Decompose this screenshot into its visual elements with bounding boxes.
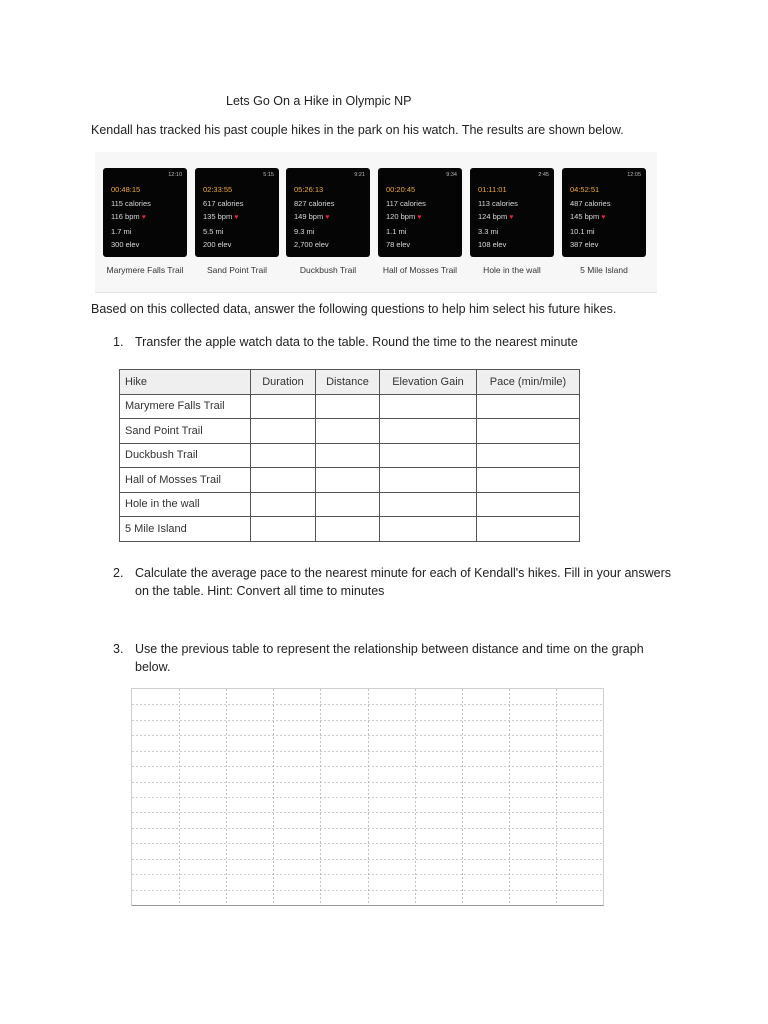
watch-distance: 9.3 mi — [294, 226, 315, 236]
header-pace: Pace (min/mile) — [477, 370, 580, 395]
heart-icon: ♥ — [325, 214, 330, 221]
pace-cell[interactable] — [477, 443, 580, 468]
watch-distance: 1.1 mi — [386, 226, 407, 236]
watch-stats — [386, 183, 426, 252]
watch-bpm-row — [570, 210, 610, 225]
watch-card — [470, 168, 554, 257]
elevation-cell[interactable] — [380, 443, 477, 468]
instructions-text: Based on this collected data, answer the following questions to help him select his future hikes. — [91, 302, 617, 316]
watch-card — [103, 168, 187, 257]
watch-elevation: 108 elev — [478, 240, 507, 249]
watch-bpm-row — [294, 210, 334, 225]
header-elevation: Elevation Gain — [380, 370, 477, 395]
watch-stats — [570, 183, 610, 252]
pace-cell[interactable] — [477, 492, 580, 517]
watch-duration: 04:52:51 — [570, 185, 600, 194]
pace-cell[interactable] — [477, 419, 580, 444]
watch-stats — [203, 183, 243, 252]
table-row — [120, 468, 580, 493]
heart-icon: ♥ — [601, 214, 606, 221]
watch-distance: 10.1 mi — [570, 226, 595, 236]
watch-calories: 117 calories — [386, 198, 426, 208]
watch-duration: 00:20:45 — [386, 185, 416, 194]
grid-lines — [132, 689, 603, 905]
watch-calories: 827 calories — [294, 198, 335, 208]
watch-bpm: 149 bpm — [294, 212, 324, 221]
distance-cell[interactable] — [316, 443, 380, 468]
distance-cell[interactable] — [316, 517, 380, 542]
watch-stats — [478, 183, 518, 252]
watch-card — [378, 168, 462, 257]
elevation-cell[interactable] — [380, 492, 477, 517]
watch-bpm-row — [386, 210, 426, 225]
question-number: 2. — [113, 566, 124, 580]
hike-name: 5 Mile Island — [120, 517, 251, 542]
watch-calories: 115 calories — [111, 198, 151, 208]
watch-duration: 02:33:55 — [203, 185, 233, 194]
watch-elevation: 2,700 elev — [294, 240, 329, 249]
table-row — [120, 394, 580, 419]
watch-bpm: 120 bpm — [386, 212, 416, 221]
watch-stats — [111, 183, 151, 252]
heart-icon: ♥ — [417, 214, 422, 221]
watch-elevation: 200 elev — [203, 240, 232, 249]
watch-distance: 5.5 mi — [203, 226, 224, 236]
watch-calories: 487 calories — [570, 198, 611, 208]
watch-card — [562, 168, 646, 257]
intro-text: Kendall has tracked his past couple hikes in the park on his watch. The results are shown below. — [91, 123, 624, 137]
distance-cell[interactable] — [316, 419, 380, 444]
watch-calories: 617 calories — [203, 198, 244, 208]
graph-grid — [131, 688, 604, 906]
duration-cell[interactable] — [251, 443, 316, 468]
pace-cell[interactable] — [477, 468, 580, 493]
watch-distance: 1.7 mi — [111, 226, 132, 236]
hike-name: Hole in the wall — [120, 492, 251, 517]
watch-bpm: 145 bpm — [570, 212, 600, 221]
watch-card — [286, 168, 370, 257]
elevation-cell[interactable] — [380, 468, 477, 493]
watch-bpm: 116 bpm — [111, 212, 140, 221]
watch-bpm-row — [111, 210, 151, 225]
distance-cell[interactable] — [316, 394, 380, 419]
hike-name: Hall of Mosses Trail — [120, 468, 251, 493]
header-duration: Duration — [251, 370, 316, 395]
watch-elevation: 387 elev — [570, 240, 599, 249]
watch-card — [195, 168, 279, 257]
hike-name: Marymere Falls Trail — [120, 394, 251, 419]
watch-bpm: 135 bpm — [203, 212, 233, 221]
pace-cell[interactable] — [477, 517, 580, 542]
watch-elevation: 78 elev — [386, 240, 411, 249]
heart-icon: ♥ — [234, 214, 239, 221]
watch-elevation: 300 elev — [111, 240, 140, 249]
duration-cell[interactable] — [251, 468, 316, 493]
watch-clock: 12:10 — [168, 172, 182, 178]
watch-distance: 3.3 mi — [478, 226, 499, 236]
question-number: 1. — [113, 335, 124, 349]
watch-clock: 12:05 — [627, 172, 641, 178]
trail-label: Duckbush Trail — [299, 265, 357, 275]
watch-duration: 05:26:13 — [294, 185, 324, 194]
trail-label: 5 Mile Island — [580, 265, 628, 275]
pace-cell[interactable] — [477, 394, 580, 419]
watch-stats — [294, 183, 334, 252]
elevation-cell[interactable] — [380, 517, 477, 542]
page-title: Lets Go On a Hike in Olympic NP — [226, 94, 412, 108]
table-header-row — [120, 370, 580, 395]
watch-results-image — [95, 152, 657, 293]
question-text: Use the previous table to represent the relationship between distance and time on the graph below. — [135, 642, 644, 674]
table-row — [120, 443, 580, 468]
question-text: Transfer the apple watch data to the table. Round the time to the nearest minute — [135, 335, 578, 349]
trail-label: Hole in the wall — [483, 265, 541, 275]
hike-name: Sand Point Trail — [120, 419, 251, 444]
watch-clock: 5:15 — [263, 172, 274, 178]
watch-duration: 01:11:01 — [478, 185, 507, 194]
question-text: Calculate the average pace to the nearest minute for each of Kendall's hikes. Fill in your answers on the table. Hint: Convert all time to minutes — [135, 566, 672, 598]
hike-data-table — [119, 369, 580, 542]
watch-calories: 113 calories — [478, 198, 518, 208]
heart-icon: ♥ — [509, 214, 514, 221]
heart-icon: ♥ — [141, 214, 146, 221]
question-number: 3. — [113, 642, 124, 656]
watch-bpm-row — [478, 210, 518, 225]
duration-cell[interactable] — [251, 394, 316, 419]
watch-clock: 9:34 — [446, 172, 457, 178]
table-row — [120, 419, 580, 444]
trail-label: Hall of Mosses Trail — [382, 265, 458, 275]
header-distance: Distance — [316, 370, 380, 395]
elevation-cell[interactable] — [380, 419, 477, 444]
distance-cell[interactable] — [316, 468, 380, 493]
trail-label: Sand Point Trail — [206, 265, 268, 275]
elevation-cell[interactable] — [380, 394, 477, 419]
watch-clock: 9:21 — [354, 172, 365, 178]
watch-bpm: 124 bpm — [478, 212, 508, 221]
table-row — [120, 492, 580, 517]
duration-cell[interactable] — [251, 517, 316, 542]
watch-bpm-row — [203, 210, 243, 225]
watch-clock: 2:45 — [538, 172, 549, 178]
duration-cell[interactable] — [251, 492, 316, 517]
header-hike: Hike — [120, 370, 251, 395]
duration-cell[interactable] — [251, 419, 316, 444]
hike-name: Duckbush Trail — [120, 443, 251, 468]
watch-duration: 00:48:15 — [111, 185, 141, 194]
distance-cell[interactable] — [316, 492, 380, 517]
trail-label: Marymere Falls Trail — [106, 265, 184, 275]
table-row — [120, 517, 580, 542]
